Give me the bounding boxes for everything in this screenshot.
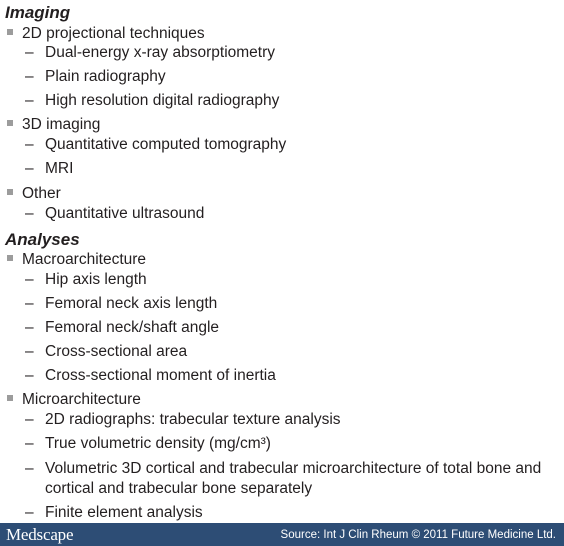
analyses-group-micro	[7, 390, 141, 410]
dash-icon: –	[25, 160, 34, 177]
list-item: – Quantitative computed tomography	[25, 136, 287, 153]
medscape-logo: Medscape	[6, 525, 74, 544]
list-item: – Cross-sectional area	[25, 343, 188, 360]
list-item: – MRI	[25, 160, 74, 177]
list-item: – True volumetric density (mg/cm³)	[25, 435, 271, 452]
group-label: Microarchitecture	[22, 391, 141, 408]
dash-icon: –	[25, 460, 34, 477]
list-item: – Quantitative ultrasound	[25, 205, 205, 222]
imaging-group-2d	[7, 24, 205, 44]
imaging-group-other	[7, 184, 61, 204]
list-item: – Hip axis length	[25, 271, 147, 288]
dash-icon: –	[25, 295, 34, 312]
analyses-heading: Analyses	[5, 230, 80, 249]
square-bullet-icon	[7, 189, 13, 195]
imaging-heading: Imaging	[5, 3, 71, 22]
dash-icon: –	[25, 343, 34, 360]
dash-icon: –	[25, 319, 34, 336]
group-label: Other	[22, 185, 61, 202]
dash-icon: –	[25, 92, 34, 109]
dash-icon: –	[25, 205, 34, 222]
list-item: – High resolution digital radiography	[25, 92, 280, 109]
group-label: 3D imaging	[22, 116, 101, 133]
dash-icon: –	[25, 367, 34, 384]
analyses-group-macro	[7, 250, 146, 270]
dash-icon: –	[25, 271, 34, 288]
list-item: – Finite element analysis	[25, 504, 203, 521]
dash-icon: –	[25, 44, 34, 61]
group-label: Macroarchitecture	[22, 251, 147, 268]
dash-icon: –	[25, 504, 34, 521]
list-item: – Femoral neck axis length	[25, 295, 218, 312]
list-item: – Femoral neck/shaft angle	[25, 319, 220, 336]
list-item: – 2D radiographs: trabecular texture analysis	[25, 411, 341, 428]
square-bullet-icon	[7, 29, 13, 35]
source-citation: Source: Int J Clin Rheum © 2011 Future Medicine Ltd.	[280, 529, 556, 541]
square-bullet-icon	[7, 255, 13, 261]
dash-icon: –	[25, 68, 34, 85]
list-item: – Plain radiography	[25, 68, 166, 85]
footer-bar	[0, 523, 564, 546]
list-item: – Volumetric 3D cortical and trabecular microarchitecture of total bone and cortical and trabecular bone separately	[25, 460, 542, 497]
dash-icon: –	[25, 136, 34, 153]
imaging-group-3d	[7, 115, 100, 135]
square-bullet-icon	[7, 120, 13, 126]
list-item: – Dual-energy x-ray absorptiometry	[25, 44, 276, 61]
square-bullet-icon	[7, 395, 13, 401]
group-label: 2D projectional techniques	[22, 25, 205, 42]
list-item: – Cross-sectional moment of inertia	[25, 367, 276, 384]
dash-icon: –	[25, 435, 34, 452]
dash-icon: –	[25, 411, 34, 428]
